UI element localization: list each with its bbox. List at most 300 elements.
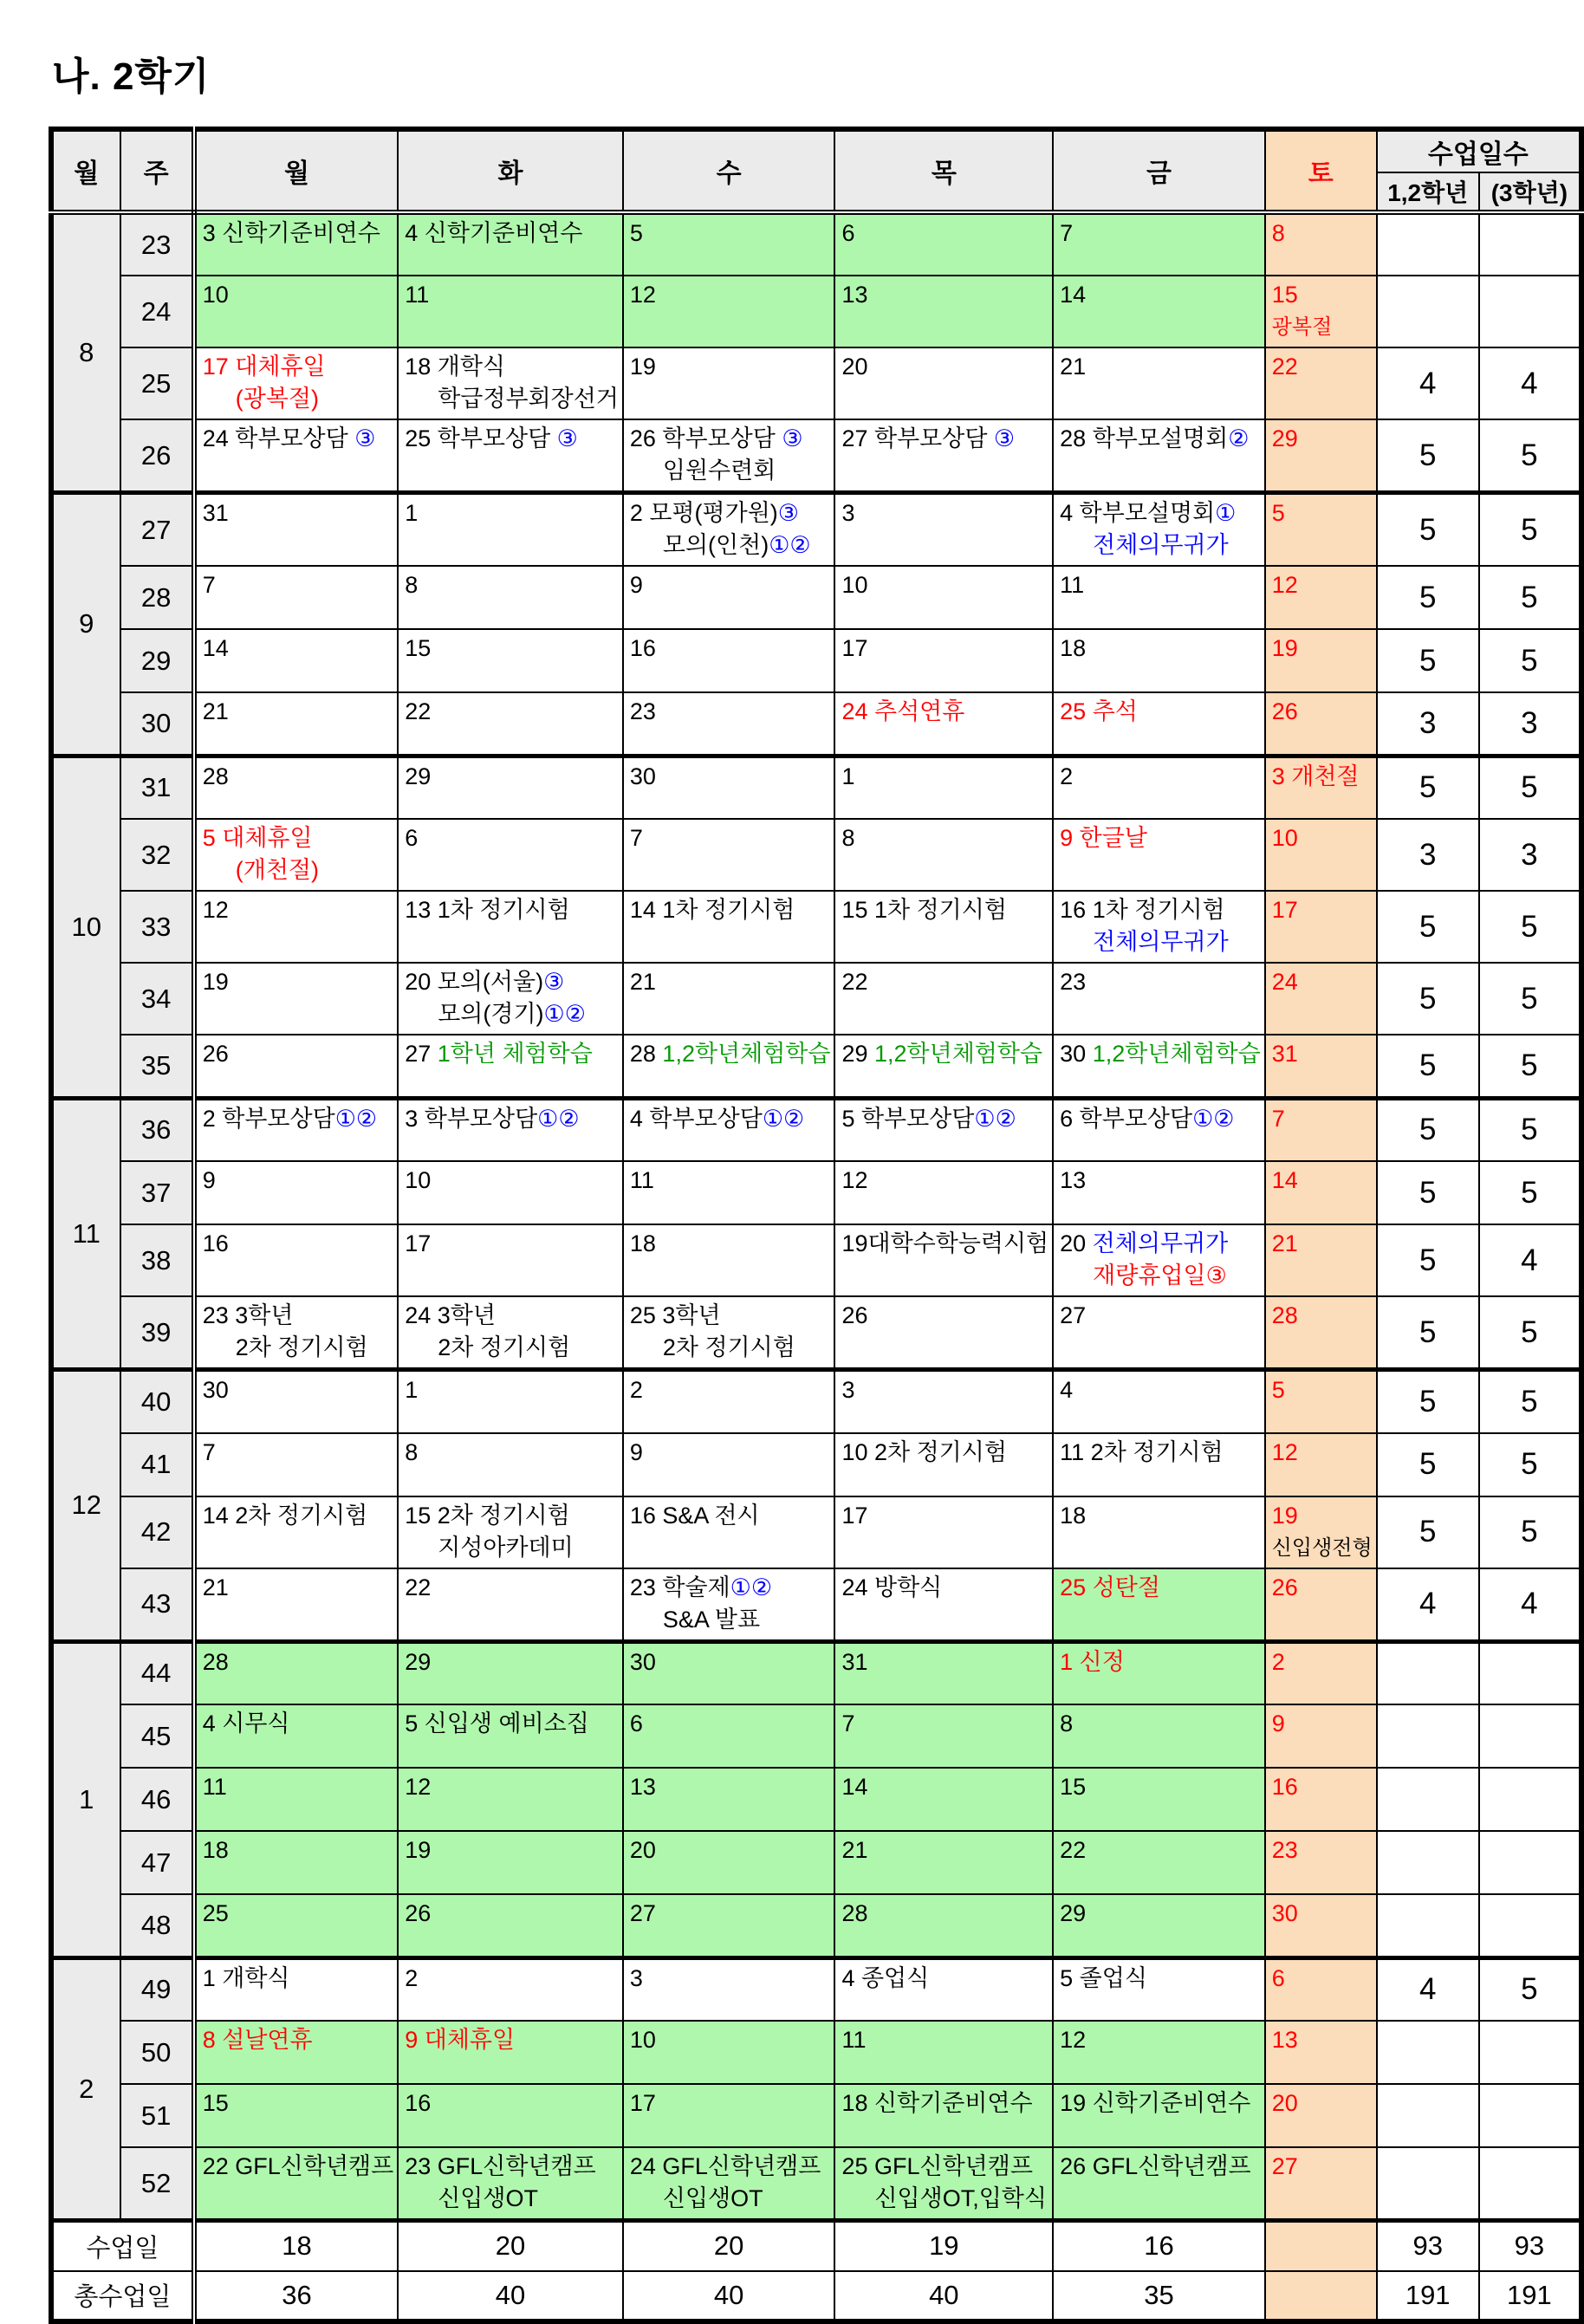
day-cell (623, 963, 835, 1035)
day-cell (834, 2084, 1053, 2147)
event-line (1060, 217, 1261, 250)
event-line (841, 569, 1048, 601)
event-text: 1 신정 (1060, 1648, 1125, 1675)
saturday-cell (1265, 1296, 1377, 1370)
event-line (630, 351, 831, 383)
event-line (405, 1646, 619, 1678)
event-line (630, 2151, 831, 2183)
day-cell (398, 1496, 623, 1568)
week-row (51, 1433, 1581, 1496)
event-line (1272, 1437, 1373, 1469)
count-grade3: 5 (1479, 1296, 1581, 1370)
day-cell (398, 212, 623, 276)
event-line (1060, 1898, 1261, 1930)
saturday-cell (1265, 276, 1377, 347)
event-text: 3 (629, 1964, 643, 1991)
event-line (630, 217, 831, 250)
event-text: 29 (405, 763, 432, 789)
event-line (405, 423, 619, 455)
event-line (630, 1437, 831, 1469)
event-text: 9 (629, 572, 643, 598)
event-line (203, 761, 393, 793)
event-text: 14 (1060, 282, 1087, 308)
event-line (1272, 1038, 1373, 1070)
footer-day-total: 40 (834, 2271, 1053, 2321)
event-line (1060, 1834, 1261, 1866)
day-cell (1053, 1831, 1265, 1894)
event-text: 19대학수학능력시험 (841, 1230, 1049, 1256)
footer-day-total: 16 (1053, 2221, 1265, 2271)
day-cell (1053, 1496, 1265, 1568)
day-cell (1053, 212, 1265, 276)
event-line (1060, 894, 1261, 926)
table-header (51, 129, 1581, 212)
event-line (841, 1038, 1048, 1070)
saturday-cell (1265, 819, 1377, 891)
month-label: 8 (51, 212, 120, 493)
event-line (630, 633, 831, 665)
event-text: 11 (202, 1774, 227, 1800)
event-text: 3 (841, 500, 855, 526)
event-text: 임원수련회 (662, 458, 776, 484)
saturday-cell (1265, 1433, 1377, 1496)
day-cell (834, 212, 1053, 276)
event-text: 1 (405, 500, 419, 526)
week-number: 28 (120, 566, 194, 629)
day-cell (623, 1296, 835, 1370)
event-line (1060, 1165, 1261, 1197)
week-row (51, 1957, 1581, 2021)
event-text: 24 추석연휴 (841, 698, 965, 724)
day-cell (398, 1161, 623, 1224)
event-line (1060, 1103, 1261, 1135)
week-row (51, 419, 1581, 493)
week-number: 43 (120, 1568, 194, 1642)
event-line (630, 1771, 831, 1803)
day-cell (194, 819, 398, 891)
day-cell (834, 276, 1053, 347)
week-number: 50 (120, 2021, 194, 2084)
event-line (1060, 497, 1261, 529)
count-grade12: 5 (1377, 419, 1479, 493)
day-cell (623, 1831, 835, 1894)
week-row (51, 1496, 1581, 1568)
event-line (203, 854, 393, 886)
event-line (630, 1332, 831, 1364)
day-cell (194, 1704, 398, 1768)
event-line (203, 966, 393, 998)
day-cell (398, 1296, 623, 1370)
event-text: 6 (629, 1711, 643, 1737)
count-grade12 (1377, 1768, 1479, 1831)
event-line (841, 351, 1048, 383)
day-cell (398, 891, 623, 963)
event-text: 13 (629, 1774, 656, 1800)
event-text: 7 (202, 1438, 216, 1465)
event-text: 21 (202, 698, 229, 724)
event-text: 12 (405, 1774, 432, 1800)
event-line (405, 569, 619, 601)
week-row (51, 1224, 1581, 1296)
event-text: 23 3학년 (202, 1302, 294, 1328)
footer-row (51, 2221, 1581, 2271)
count-grade3: 5 (1479, 891, 1581, 963)
event-line (405, 1165, 619, 1197)
event-text: 10 (629, 2027, 656, 2053)
event-text: 광복절 (1271, 315, 1333, 339)
event-line (1060, 2151, 1261, 2183)
event-text: 24 학부모상담 (202, 425, 355, 451)
week-number: 45 (120, 1704, 194, 1768)
event-text: 12 (841, 1167, 868, 1193)
count-grade3: 5 (1479, 1496, 1581, 1568)
event-text: 2 학부모상담 (202, 1105, 335, 1132)
day-cell (834, 493, 1053, 567)
event-line (630, 1963, 831, 1995)
day-cell (398, 1768, 623, 1831)
event-line (841, 1374, 1048, 1406)
event-text: 13 1차 정기시험 (405, 897, 570, 923)
count-grade3 (1479, 1641, 1581, 1704)
footer-day-total: 40 (398, 2271, 623, 2321)
event-text: 9 한글날 (1060, 825, 1147, 851)
event-line (630, 761, 831, 793)
event-line (841, 1437, 1048, 1469)
day-cell (398, 1641, 623, 1704)
week-row (51, 756, 1581, 819)
saturday-cell (1265, 963, 1377, 1035)
event-text: 12 (1271, 572, 1298, 598)
event-text: (광복절) (235, 386, 319, 412)
day-cell (834, 1224, 1053, 1296)
event-line (203, 633, 393, 665)
event-line (630, 1165, 831, 1197)
day-cell (194, 1098, 398, 1161)
event-line (203, 1898, 393, 1930)
event-text: 7 (629, 825, 643, 851)
event-line (841, 1834, 1048, 1866)
day-cell (834, 963, 1053, 1035)
event-text: 2 (405, 1964, 419, 1991)
count-grade12: 5 (1377, 1224, 1479, 1296)
count-grade3 (1479, 2084, 1581, 2147)
event-line (630, 1300, 831, 1332)
count-grade12: 5 (1377, 1370, 1479, 1433)
count-grade12: 3 (1377, 819, 1479, 891)
event-text: 1,2학년체험학습 (662, 1041, 831, 1067)
event-text: 22 GFL신학년캠프 (202, 2153, 394, 2179)
day-cell (623, 2021, 835, 2084)
event-line (1272, 1228, 1373, 1260)
event-text: 12 (1271, 1438, 1298, 1465)
week-row (51, 1035, 1581, 1098)
event-line (630, 1898, 831, 1930)
event-text: 15 1차 정기시험 (841, 897, 1007, 923)
saturday-cell (1265, 891, 1377, 963)
event-line (841, 2151, 1048, 2183)
footer-label: 수업일 (51, 2221, 194, 2271)
day-cell (623, 1496, 835, 1568)
week-row (51, 1370, 1581, 1433)
event-line (630, 1646, 831, 1678)
event-text: ③ (777, 500, 800, 526)
week-row (51, 1161, 1581, 1224)
week-number: 30 (120, 692, 194, 756)
day-cell (398, 963, 623, 1035)
event-text: 2 (629, 1377, 643, 1403)
day-cell (1053, 1098, 1265, 1161)
event-text: 1 (405, 1377, 419, 1403)
event-line (405, 1898, 619, 1930)
event-line (203, 822, 393, 854)
event-text: 24 (1271, 969, 1298, 995)
day-cell (834, 1098, 1053, 1161)
event-text: 4 시무식 (202, 1711, 290, 1737)
day-cell (834, 1161, 1053, 1224)
count-grade3 (1479, 212, 1581, 276)
event-text: 25 3학년 (629, 1302, 721, 1328)
event-line (1272, 1374, 1373, 1406)
day-cell (398, 1098, 623, 1161)
week-number: 49 (120, 1957, 194, 2021)
footer-grade3-total: 93 (1479, 2221, 1581, 2271)
event-line (1272, 279, 1373, 311)
event-line (203, 1500, 393, 1532)
event-text: ② (1228, 425, 1250, 451)
count-grade12: 4 (1377, 1957, 1479, 2021)
event-text: 2 모평(평가원) (629, 500, 778, 526)
event-line (405, 497, 619, 529)
day-cell (834, 347, 1053, 419)
day-cell (623, 493, 835, 567)
event-line (1272, 761, 1373, 793)
event-text: 26 (841, 1302, 868, 1328)
event-line (405, 1228, 619, 1260)
saturday-cell (1265, 1035, 1377, 1098)
count-grade12: 5 (1377, 1296, 1479, 1370)
event-line (203, 1708, 393, 1740)
event-line (203, 1103, 393, 1135)
day-cell (1053, 1568, 1265, 1642)
event-line (405, 2024, 619, 2056)
event-text: 23 (629, 698, 656, 724)
header-grade12: 1,2학년 (1377, 172, 1479, 212)
event-text: 22 (405, 1574, 432, 1600)
week-number: 23 (120, 212, 194, 276)
event-line (405, 1708, 619, 1740)
day-cell (834, 692, 1053, 756)
event-text: 24 GFL신학년캠프 (629, 2153, 821, 2179)
event-text: 4 신학기준비연수 (405, 220, 583, 246)
day-cell (194, 212, 398, 276)
count-grade12: 5 (1377, 891, 1479, 963)
count-grade3 (1479, 2021, 1581, 2084)
event-text: 18 (1060, 635, 1087, 661)
event-line (405, 1332, 619, 1364)
event-line (405, 696, 619, 728)
week-row (51, 891, 1581, 963)
count-grade12: 5 (1377, 1433, 1479, 1496)
day-cell (398, 1035, 623, 1098)
count-grade12 (1377, 1641, 1479, 1704)
day-cell (194, 963, 398, 1035)
event-text: 1학년 체험학습 (437, 1041, 593, 1067)
event-line (1060, 696, 1261, 728)
event-line (405, 1500, 619, 1532)
week-number: 39 (120, 1296, 194, 1370)
count-grade3: 5 (1479, 1433, 1581, 1496)
event-text: 9 (202, 1167, 216, 1193)
event-text: 6 (841, 220, 855, 246)
event-text: 5 대체휴일 (202, 825, 313, 851)
week-row (51, 629, 1581, 692)
event-text: 15 (1060, 1774, 1087, 1800)
event-line (1060, 569, 1261, 601)
day-cell (1053, 2084, 1265, 2147)
event-line (1060, 1038, 1261, 1070)
event-line (630, 1038, 831, 1070)
event-line (841, 1708, 1048, 1740)
day-cell (1053, 1957, 1265, 2021)
event-line (203, 569, 393, 601)
event-line (405, 822, 619, 854)
footer-day-total: 18 (194, 2221, 398, 2271)
day-cell (834, 891, 1053, 963)
event-text: ③ (556, 425, 578, 451)
day-cell (623, 2084, 835, 2147)
event-line (1060, 1646, 1261, 1678)
week-number: 32 (120, 819, 194, 891)
event-line (630, 894, 831, 926)
event-text: 30 (629, 763, 656, 789)
header-saturday: 토 (1265, 129, 1377, 212)
event-text: 11 (629, 1167, 654, 1193)
week-row (51, 963, 1581, 1035)
day-cell (194, 419, 398, 493)
count-grade12: 3 (1377, 692, 1479, 756)
day-cell (834, 1296, 1053, 1370)
event-text: 7 (1060, 220, 1074, 246)
event-text: 23 (1060, 969, 1087, 995)
event-line (841, 1572, 1048, 1604)
event-line (1272, 351, 1373, 383)
event-line (630, 569, 831, 601)
event-text: 28 (629, 1041, 663, 1067)
event-text: 5 (629, 220, 643, 246)
week-number: 38 (120, 1224, 194, 1296)
event-text: ①② (974, 1105, 1016, 1132)
day-cell (194, 276, 398, 347)
day-cell (1053, 1768, 1265, 1831)
day-cell (398, 756, 623, 819)
count-grade3 (1479, 1894, 1581, 1957)
week-row (51, 1568, 1581, 1642)
event-line (203, 1771, 393, 1803)
event-line (841, 1963, 1048, 1995)
event-text: 10 (1271, 825, 1298, 851)
event-text: 12 (1060, 2027, 1087, 2053)
event-line (1060, 633, 1261, 665)
week-number: 42 (120, 1496, 194, 1568)
event-line (841, 1646, 1048, 1678)
week-row (51, 1894, 1581, 1957)
event-line (203, 217, 393, 250)
event-text: 20 (1060, 1230, 1093, 1256)
event-text: 12 (629, 282, 656, 308)
event-line (1272, 1532, 1373, 1564)
event-text: 모의(경기) (438, 1001, 544, 1027)
count-grade12: 5 (1377, 629, 1479, 692)
day-cell (398, 1957, 623, 2021)
header-class-days: 수업일수 (1377, 129, 1581, 172)
event-text: 6 (1271, 1964, 1285, 1991)
event-text: 10 (405, 1167, 432, 1193)
event-text: 23 GFL신학년캠프 (405, 2153, 596, 2179)
event-line (405, 1300, 619, 1332)
event-line (630, 455, 831, 487)
month-label: 2 (51, 1957, 120, 2221)
event-text: ①② (730, 1574, 773, 1600)
count-grade12: 5 (1377, 756, 1479, 819)
day-cell (834, 1370, 1053, 1433)
event-line (1272, 1834, 1373, 1866)
day-cell (623, 566, 835, 629)
event-text: 15 (202, 2090, 229, 2116)
event-text: 25 학부모상담 (405, 425, 557, 451)
count-grade3: 5 (1479, 1161, 1581, 1224)
day-cell (623, 629, 835, 692)
event-text: ③ (993, 425, 1016, 451)
count-grade3: 3 (1479, 819, 1581, 891)
footer-row (51, 2271, 1581, 2321)
event-text: 26 GFL신학년캠프 (1060, 2153, 1251, 2179)
day-cell (398, 347, 623, 419)
event-line (1060, 1300, 1261, 1332)
event-line (203, 497, 393, 529)
event-line (1060, 1500, 1261, 1532)
event-text: 20 (629, 1837, 656, 1863)
day-cell (623, 1433, 835, 1496)
event-text: 16 (629, 635, 656, 661)
day-cell (398, 692, 623, 756)
event-line (1272, 1103, 1373, 1135)
day-cell (834, 566, 1053, 629)
event-text: 6 학부모상담 (1060, 1105, 1193, 1132)
week-row (51, 1768, 1581, 1831)
day-cell (834, 819, 1053, 891)
day-cell (194, 1433, 398, 1496)
event-text: 15 (1271, 282, 1298, 308)
event-line (405, 1963, 619, 1995)
saturday-cell (1265, 1370, 1377, 1433)
event-line (1272, 569, 1373, 601)
event-text: 28 (202, 1648, 229, 1675)
event-text: 13 (1271, 2027, 1298, 2053)
event-line (841, 2024, 1048, 2056)
event-text: 재량휴업일③ (1093, 1263, 1227, 1289)
footer-day-total: 35 (1053, 2271, 1265, 2321)
event-text: ①② (769, 532, 811, 558)
month-label: 9 (51, 493, 120, 756)
event-line (1272, 1165, 1373, 1197)
header-tuesday: 화 (398, 129, 623, 212)
event-line (1272, 696, 1373, 728)
event-text: 1 개학식 (202, 1964, 290, 1991)
event-text: 25 추석 (1060, 698, 1138, 724)
count-grade3: 5 (1479, 963, 1581, 1035)
event-text: 12 (202, 897, 229, 923)
event-line (841, 217, 1048, 250)
